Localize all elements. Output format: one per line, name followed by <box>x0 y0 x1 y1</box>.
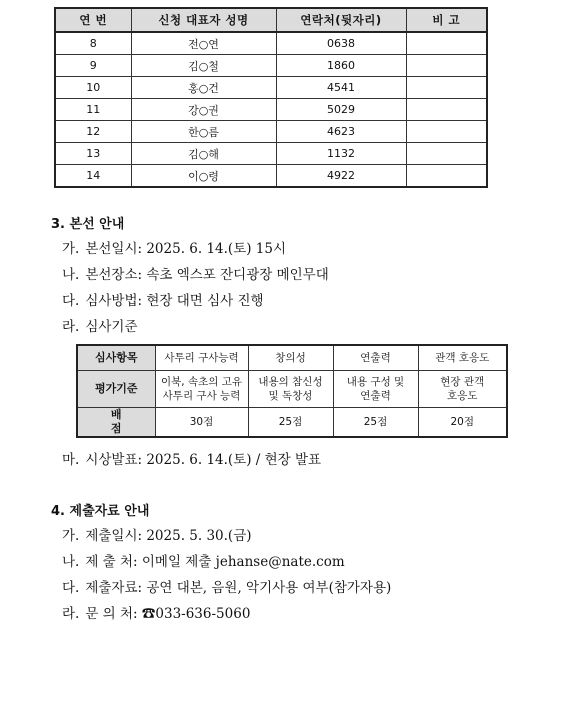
criteria-score: 20점 <box>418 408 507 438</box>
list-item <box>62 289 264 309</box>
table-row <box>77 345 507 371</box>
criteria-standard <box>155 371 248 408</box>
cell-note <box>406 55 487 77</box>
standard-line: 및 독창성 <box>268 390 313 402</box>
cell-no: 9 <box>55 55 131 77</box>
cell-note <box>406 32 487 55</box>
standard-line: 이북, 속초의 고유 <box>160 376 242 388</box>
cell-note <box>406 121 487 143</box>
criteria-standard <box>248 371 333 408</box>
cell-phone: 1132 <box>276 143 406 165</box>
item-marker: 마. <box>62 452 80 468</box>
section-title: 3. 본선 안내 <box>51 217 125 232</box>
criteria-table <box>76 344 508 438</box>
criteria-item: 관객 호응도 <box>418 345 507 371</box>
cell-name: 전○연 <box>131 32 276 55</box>
column-header-name: 신청 대표자 성명 <box>131 8 276 32</box>
standard-line: 호응도 <box>447 390 478 402</box>
table-row <box>77 408 507 438</box>
table-row <box>55 143 487 165</box>
list-item <box>62 524 252 544</box>
item-marker: 나. <box>62 267 80 283</box>
cell-no: 11 <box>55 99 131 121</box>
table-row <box>55 165 487 188</box>
list-item <box>62 576 391 596</box>
cell-name: 이○령 <box>131 165 276 188</box>
table-row <box>55 32 487 55</box>
cell-phone: 4922 <box>276 165 406 188</box>
item-text: 심사방법: 현장 대면 심사 진행 <box>85 293 264 309</box>
cell-note <box>406 99 487 121</box>
cell-phone: 4541 <box>276 77 406 99</box>
cell-no: 10 <box>55 77 131 99</box>
criteria-item: 창의성 <box>248 345 333 371</box>
criteria-score: 25점 <box>333 408 418 438</box>
standard-line: 연출력 <box>360 390 391 402</box>
list-item <box>62 550 345 570</box>
section-title: 4. 제출자료 안내 <box>51 504 150 519</box>
cell-note <box>406 143 487 165</box>
item-marker: 나. <box>62 554 80 570</box>
list-item <box>62 448 321 468</box>
item-marker: 가. <box>62 241 80 257</box>
cell-note <box>406 165 487 188</box>
row-label-scores: 배 점 <box>77 408 155 438</box>
item-text: 본선장소: 속초 엑스포 잔디광장 메인무대 <box>85 267 329 283</box>
applicants-table <box>54 7 488 188</box>
table-row <box>55 99 487 121</box>
criteria-standard <box>418 371 507 408</box>
item-marker: 라. <box>62 606 80 622</box>
list-item <box>62 315 138 335</box>
cell-no: 13 <box>55 143 131 165</box>
cell-name: 강○권 <box>131 99 276 121</box>
item-text: 본선일시: 2025. 6. 14.(토) 15시 <box>85 241 287 257</box>
cell-note <box>406 77 487 99</box>
cell-no: 14 <box>55 165 131 188</box>
list-item <box>62 263 329 283</box>
cell-name: 김○해 <box>131 143 276 165</box>
item-text: 심사기준 <box>85 319 138 335</box>
cell-no: 12 <box>55 121 131 143</box>
criteria-item: 사투리 구사능력 <box>155 345 248 371</box>
item-text: 문 의 처: ☎033-636-5060 <box>85 606 251 622</box>
row-label-standards: 평가기준 <box>77 371 155 408</box>
criteria-item: 연출력 <box>333 345 418 371</box>
column-header-phone: 연락처(뒷자리) <box>276 8 406 32</box>
row-label-items: 심사항목 <box>77 345 155 371</box>
criteria-score: 25점 <box>248 408 333 438</box>
item-marker: 가. <box>62 528 80 544</box>
cell-no: 8 <box>55 32 131 55</box>
item-marker: 라. <box>62 319 80 335</box>
item-text: 시상발표: 2025. 6. 14.(토) / 현장 발표 <box>85 452 322 468</box>
list-item <box>62 602 250 622</box>
cell-name: 김○철 <box>131 55 276 77</box>
table-row <box>55 55 487 77</box>
item-text: 제출자료: 공연 대본, 음원, 악기사용 여부(참가자용) <box>85 580 392 596</box>
table-row <box>77 371 507 408</box>
table-row <box>55 77 487 99</box>
cell-name: 홍○건 <box>131 77 276 99</box>
item-text: 제출일시: 2025. 5. 30.(금) <box>85 528 252 544</box>
standard-line: 내용의 참신성 <box>258 376 323 388</box>
cell-phone: 1860 <box>276 55 406 77</box>
item-marker: 다. <box>62 580 80 596</box>
standard-line: 내용 구성 및 <box>346 376 405 388</box>
column-header-no: 연 번 <box>55 8 131 32</box>
standard-line: 사투리 구사 능력 <box>162 390 241 402</box>
cell-phone: 0638 <box>276 32 406 55</box>
standard-line: 현장 관객 <box>440 376 485 388</box>
table-row <box>55 121 487 143</box>
criteria-standard <box>333 371 418 408</box>
item-marker: 다. <box>62 293 80 309</box>
column-header-note: 비 고 <box>406 8 487 32</box>
item-text: 제 출 처: 이메일 제출 jehanse@nate.com <box>85 554 345 570</box>
cell-name: 한○름 <box>131 121 276 143</box>
table-header-row <box>55 8 487 32</box>
list-item <box>62 237 286 257</box>
criteria-score: 30점 <box>155 408 248 438</box>
cell-phone: 4623 <box>276 121 406 143</box>
cell-phone: 5029 <box>276 99 406 121</box>
